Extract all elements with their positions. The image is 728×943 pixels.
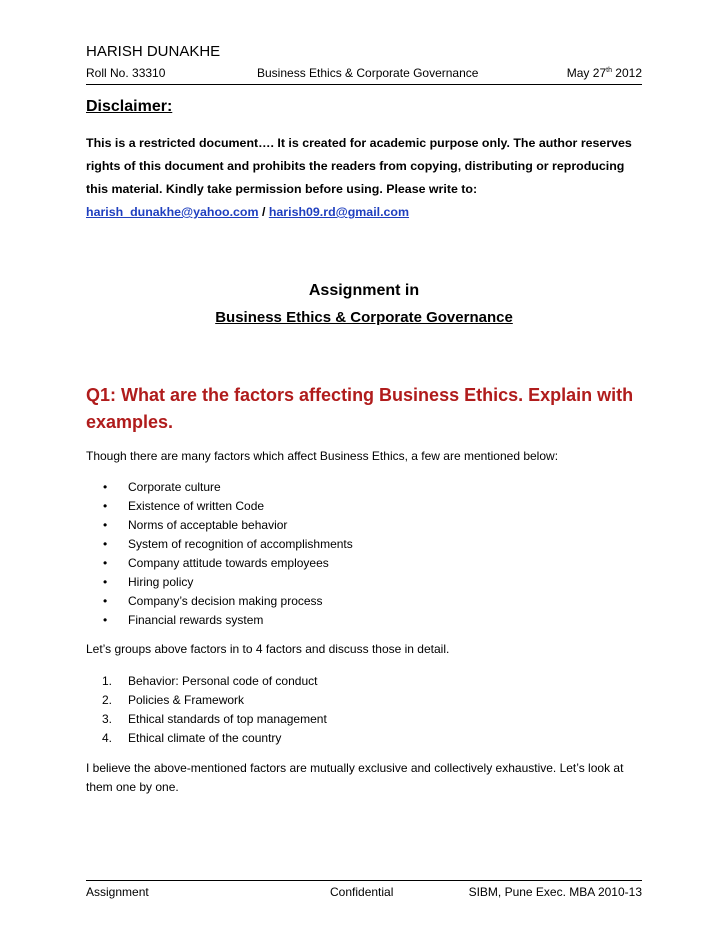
list-item [86, 554, 353, 573]
disclaimer-body [86, 132, 646, 224]
assignment-heading: Assignment in [308, 282, 420, 299]
header-date [567, 66, 642, 80]
conclusion-paragraph: I believe the above-mentioned factors are mutually exclusive and collectively exhaustive. Let’s look at them one by one. [86, 761, 624, 794]
footer-row [86, 885, 642, 901]
list-item [86, 535, 353, 554]
bullet-icon: • [103, 499, 108, 513]
bullet-icon: • [103, 613, 108, 627]
header-date-day: May 27 [566, 66, 607, 80]
footer-middle: Confidential [330, 885, 394, 899]
list-item [86, 710, 327, 729]
list-item-text: Behavior: Personal code of conduct [128, 674, 318, 688]
list-item-text: Corporate culture [128, 480, 221, 494]
groups-list [86, 672, 327, 748]
disclaimer-text: This is a restricted document…. It is created for academic purpose only. The author reserves rights of this document and prohibits the readers from copying, distributing or reproducing this material. Kindly take permission before using. Please write to: [86, 136, 632, 196]
groups-intro: Let’s groups above factors in to 4 factors and discuss those in detail. [86, 642, 450, 656]
bullet-icon: • [103, 575, 108, 589]
header-date-year: 2012 [611, 66, 642, 80]
list-item [86, 497, 353, 516]
question-intro: Though there are many factors which affect Business Ethics, a few are mentioned below: [86, 449, 559, 463]
list-item [86, 611, 353, 630]
list-item [86, 478, 353, 497]
bullet-icon: • [103, 480, 108, 494]
list-item [86, 672, 327, 691]
list-item [86, 729, 327, 748]
bullet-icon: • [103, 594, 108, 608]
list-item-text: Norms of acceptable behavior [128, 518, 288, 532]
bullet-icon: • [103, 537, 108, 551]
question-title: Q1: What are the factors affecting Business Ethics. Explain with examples. [86, 385, 634, 432]
bullet-icon: • [103, 518, 108, 532]
list-item-text: Ethical climate of the country [128, 731, 282, 745]
list-number: 3. [102, 712, 113, 726]
list-item-text: System of recognition of accomplishments [128, 537, 353, 551]
footer-left: Assignment [86, 885, 149, 899]
list-item-text: Company attitude towards employees [128, 556, 329, 570]
list-number: 4. [102, 731, 113, 745]
header-author: HARISH DUNAKHE [86, 43, 221, 60]
list-item-text: Company’s decision making process [128, 594, 323, 608]
list-item-text: Policies & Framework [128, 693, 245, 707]
list-item [86, 592, 353, 611]
list-item-text: Financial rewards system [128, 613, 264, 627]
list-item-text: Ethical standards of top management [128, 712, 327, 726]
header-subject: Business Ethics & Corporate Governance [257, 66, 479, 80]
list-item [86, 573, 353, 592]
list-item [86, 516, 353, 535]
list-item [86, 691, 327, 710]
bullet-icon: • [103, 556, 108, 570]
footer-right: SIBM, Pune Exec. MBA 2010-13 [468, 885, 642, 899]
assignment-subject: Business Ethics & Corporate Governance [215, 309, 513, 326]
list-item-text: Existence of written Code [128, 499, 265, 513]
header-date-suffix: th [606, 67, 612, 74]
factors-list [86, 478, 353, 630]
list-number: 1. [102, 674, 113, 688]
header-row [86, 66, 642, 82]
email-link-gmail[interactable]: harish09.rd@gmail.com [268, 205, 410, 219]
header-roll-number: Roll No. 33310 [86, 66, 166, 80]
header-divider [86, 84, 642, 85]
email-link-yahoo[interactable]: harish_dunakhe@yahoo.com [86, 205, 259, 219]
disclaimer-title: Disclaimer: [86, 98, 173, 115]
list-number: 2. [102, 693, 113, 707]
footer-divider [86, 880, 642, 881]
list-item-text: Hiring policy [128, 575, 194, 589]
email-separator: / [258, 205, 269, 219]
